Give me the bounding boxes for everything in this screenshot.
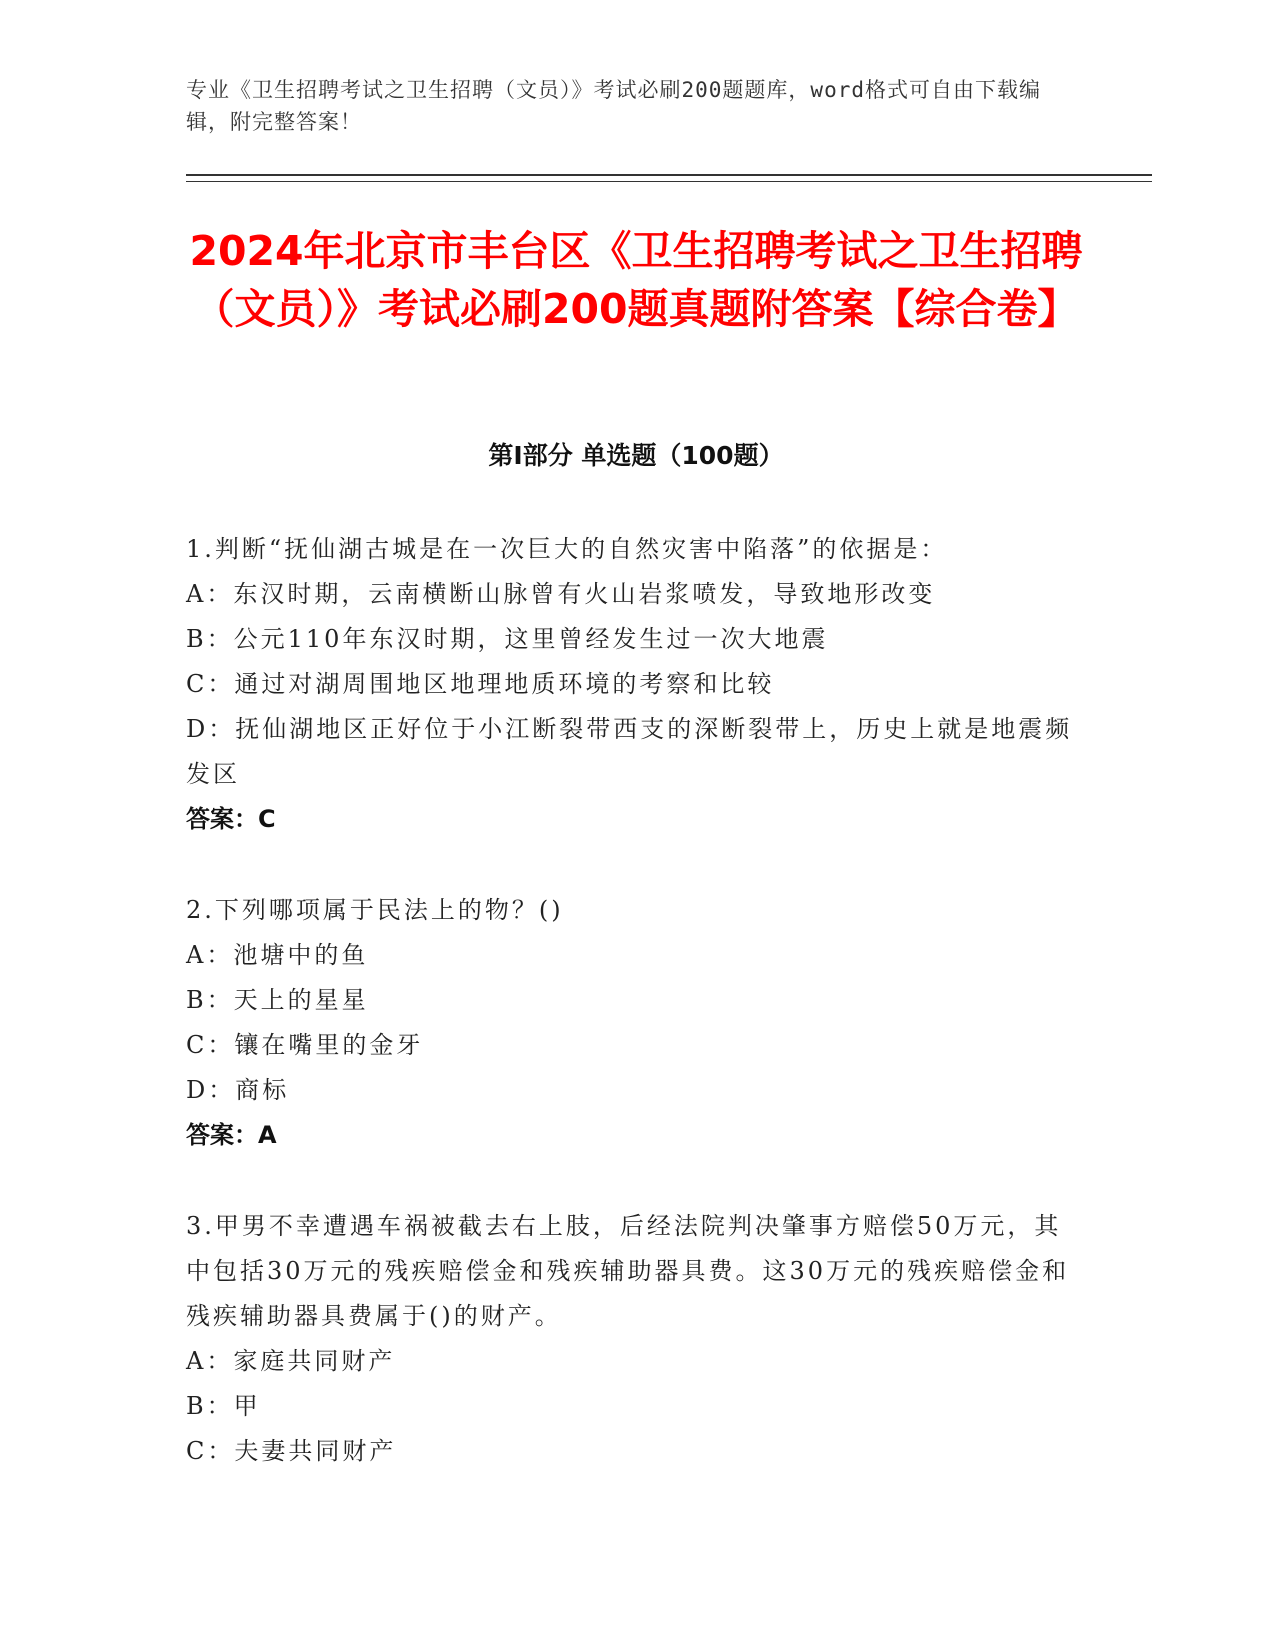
question-stem: 2.下列哪项属于民法上的物？() [186, 896, 564, 924]
question-stem: 3.甲男不幸遭遇车祸被截去右上肢，后经法院判决肇事方赔偿50万元，其中包括30万元的残疾赔偿金和残疾辅助器具费。这30万元的残疾赔偿金和残疾辅助器具费属于()的财产。 [186, 1212, 1070, 1330]
question-stem: 1.判断“抚仙湖古城是在一次巨大的自然灾害中陷落”的依据是： [186, 535, 948, 563]
question-list [186, 527, 1076, 1520]
option-c: C：通过对湖周围地区地理地质环境的考察和比较 [186, 670, 775, 698]
section-title: 第Ⅰ部分 单选题（100题） [488, 441, 784, 470]
header-note: 专业《卫生招聘考试之卫生招聘（文员）》考试必刷200题题库，word格式可自由下载编辑，附完整答案！ [186, 78, 1041, 134]
option-d: D：商标 [186, 1076, 290, 1104]
header-rule-thin [186, 181, 1152, 182]
answer: 答案：C [186, 805, 276, 833]
option-b: B：公元110年东汉时期，这里曾经发生过一次大地震 [186, 625, 829, 653]
question-3 [186, 1204, 1076, 1474]
option-c: C：镶在嘴里的金牙 [186, 1031, 424, 1059]
option-a: A：池塘中的鱼 [186, 941, 369, 969]
document-title: 2024年北京市丰台区《卫生招聘考试之卫生招聘（文员）》考试必刷200题真题附答案【综合卷】 [189, 227, 1083, 333]
option-b: B：甲 [186, 1392, 261, 1420]
answer: 答案：A [186, 1121, 277, 1149]
option-b: B：天上的星星 [186, 986, 369, 1014]
header-rule-thick [186, 174, 1152, 176]
option-a: A：东汉时期，云南横断山脉曾有火山岩浆喷发，导致地形改变 [186, 580, 936, 608]
question-1 [186, 527, 1076, 842]
option-a: A：家庭共同财产 [186, 1347, 396, 1375]
question-2 [186, 888, 1076, 1158]
option-c: C：夫妻共同财产 [186, 1437, 397, 1465]
option-d: D：抚仙湖地区正好位于小江断裂带西支的深断裂带上，历史上就是地震频发区 [186, 715, 1073, 788]
